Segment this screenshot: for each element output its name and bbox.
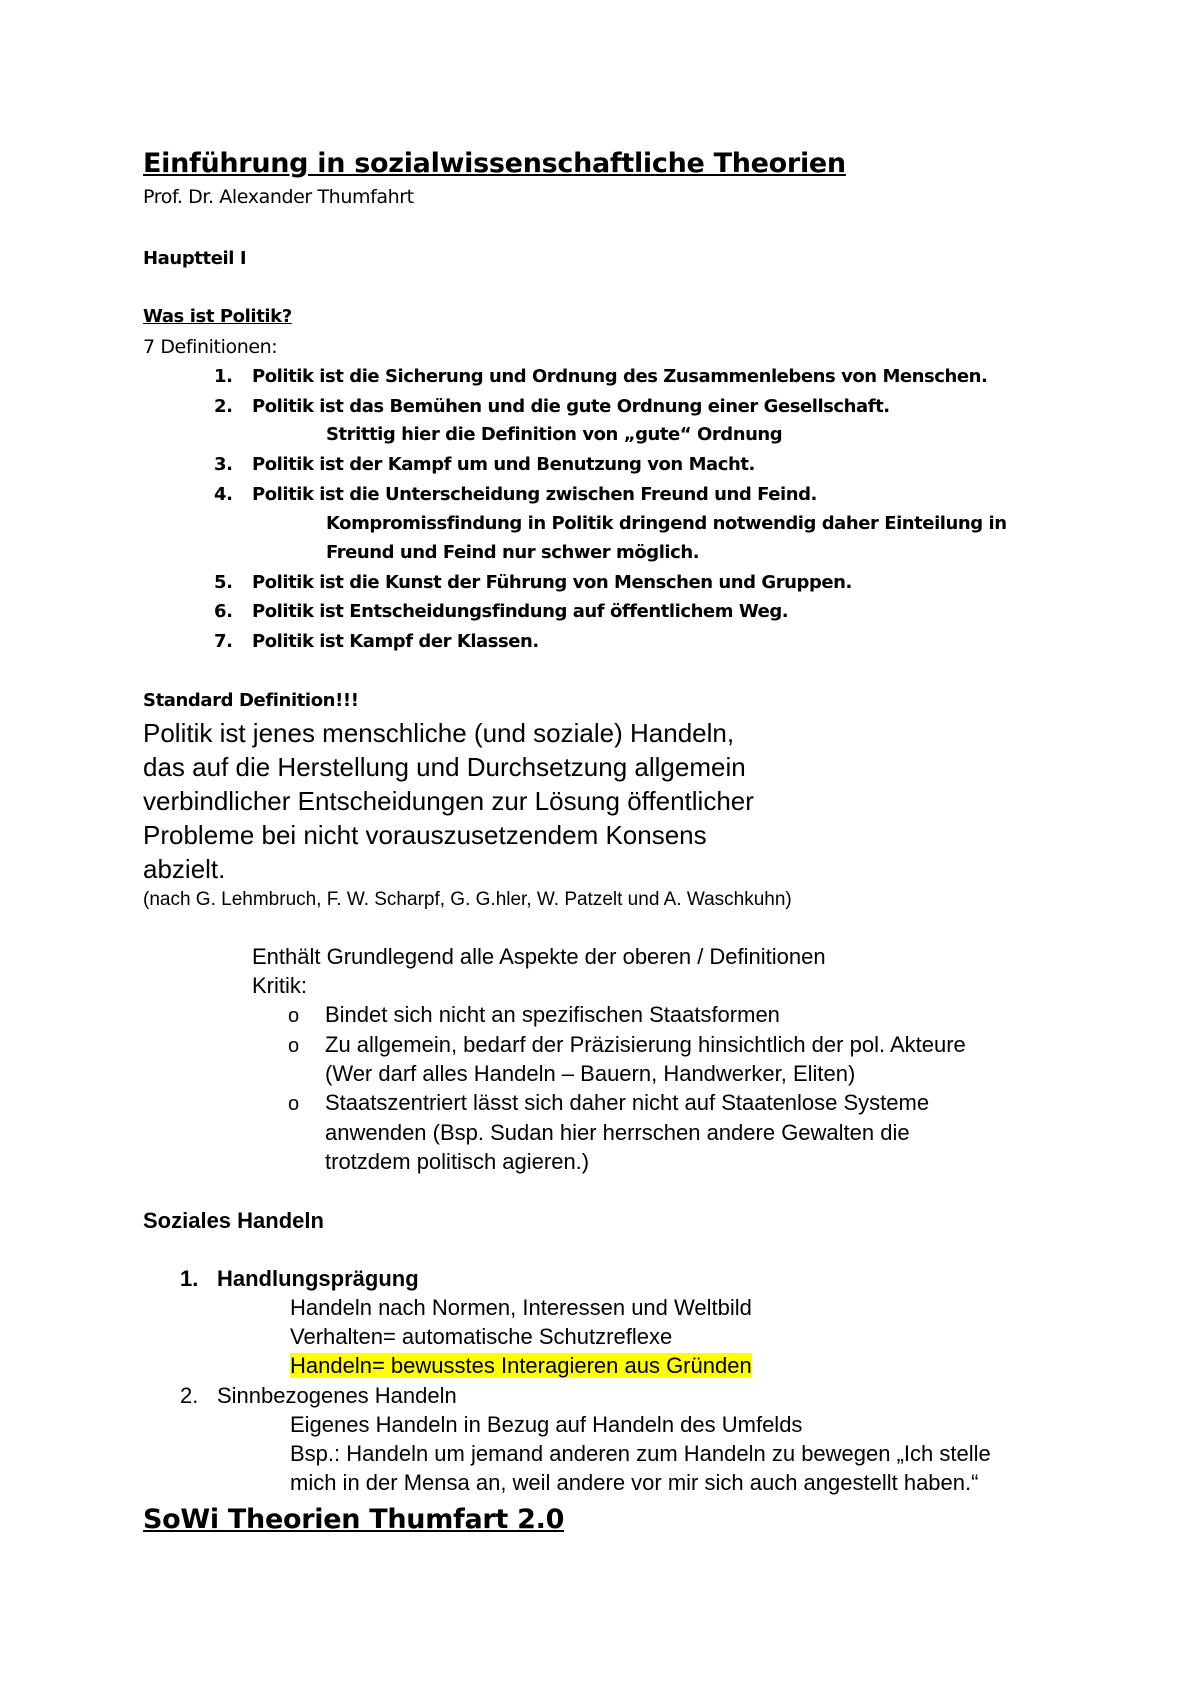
list-text: Politik ist der Kampf um und Benutzung von Macht. [252, 454, 755, 475]
list-number: 1. [214, 366, 233, 387]
definition-source: (nach G. Lehmbruch, F. W. Scharpf, G. G.hler, W. Patzelt und A. Waschkuhn) [143, 889, 792, 910]
list-number: 6. [214, 601, 233, 622]
question-heading: Was ist Politik? [143, 306, 292, 327]
social-item-title: Sinnbezogenes Handeln [217, 1383, 457, 1408]
social-item-line: Handeln nach Normen, Interessen und Weltbild [290, 1295, 752, 1320]
definitions-label: 7 Definitionen: [143, 336, 278, 358]
social-item-line: Verhalten= automatische Schutzreflexe [290, 1324, 673, 1349]
highlighted-line [290, 1353, 752, 1379]
highlighted-text: Handeln= bewusstes Interagieren aus Gründen [290, 1353, 752, 1378]
social-action-heading: Soziales Handeln [143, 1208, 324, 1233]
critique-label: Kritik: [252, 973, 307, 998]
footer-title: SoWi Theorien Thumfart 2.0 [143, 1504, 565, 1535]
social-item-line: Bsp.: Handeln um jemand anderen zum Handeln zu bewegen „Ich stelle [290, 1441, 991, 1466]
list-text: Politik ist Kampf der Klassen. [252, 631, 539, 652]
list-text: Politik ist die Unterscheidung zwischen Freund und Feind. [252, 484, 817, 505]
bullet-marker: o [288, 1093, 300, 1115]
bullet-marker: o [288, 1035, 300, 1057]
standard-definition-line: abzielt. [143, 854, 226, 884]
definition-note: Freund und Feind nur schwer möglich. [326, 542, 700, 563]
part-label: Hauptteil I [143, 248, 247, 269]
document-author: Prof. Dr. Alexander Thumfahrt [143, 186, 414, 208]
list-number: 3. [214, 454, 233, 475]
social-item-title: Handlungsprägung [217, 1266, 419, 1291]
social-item-line: mich in der Mensa an, weil andere vor mir sich auch angestellt haben.“ [290, 1470, 979, 1495]
list-number: 2. [214, 396, 233, 417]
standard-definition-line: Probleme bei nicht vorauszusetzendem Konsens [143, 820, 707, 850]
document-title: Einführung in sozialwissenschaftliche Theorien [143, 148, 846, 179]
bullet-marker: o [288, 1005, 300, 1027]
standard-definition-line: das auf die Herstellung und Durchsetzung allgemein [143, 752, 746, 782]
standard-definition-line: Politik ist jenes menschliche (und soziale) Handeln, [143, 718, 735, 748]
critique-item-continuation: trotzdem politisch agieren.) [325, 1149, 590, 1174]
list-text: Politik ist die Sicherung und Ordnung des Zusammenlebens von Menschen. [252, 366, 988, 387]
standard-definition-line: verbindlicher Entscheidungen zur Lösung öffentlicher [143, 786, 754, 816]
standard-definition-label: Standard Definition!!! [143, 690, 359, 711]
list-text: Politik ist Entscheidungsfindung auf öffentlichem Weg. [252, 601, 789, 622]
contains-text: Enthält Grundlegend alle Aspekte der oberen / Definitionen [252, 944, 826, 969]
list-number: 2. [180, 1383, 199, 1408]
critique-item: Zu allgemein, bedarf der Präzisierung hinsichtlich der pol. Akteure [325, 1032, 966, 1057]
list-text: Politik ist die Kunst der Führung von Menschen und Gruppen. [252, 572, 852, 593]
list-text: Politik ist das Bemühen und die gute Ordnung einer Gesellschaft. [252, 396, 890, 417]
list-number: 7. [214, 631, 233, 652]
list-number: 1. [180, 1266, 199, 1291]
critique-item-continuation: (Wer darf alles Handeln – Bauern, Handwerker, Eliten) [325, 1061, 856, 1086]
critique-item: Bindet sich nicht an spezifischen Staatsformen [325, 1002, 780, 1027]
list-number: 5. [214, 572, 233, 593]
social-item-line: Eigenes Handeln in Bezug auf Handeln des Umfelds [290, 1412, 803, 1437]
critique-item-continuation: anwenden (Bsp. Sudan hier herrschen andere Gewalten die [325, 1120, 910, 1145]
critique-item: Staatszentriert lässt sich daher nicht auf Staatenlose Systeme [325, 1090, 930, 1115]
definition-note: Kompromissfindung in Politik dringend notwendig daher Einteilung in [326, 513, 1007, 534]
list-number: 4. [214, 484, 233, 505]
definition-note: Strittig hier die Definition von „gute“ Ordnung [326, 424, 783, 445]
